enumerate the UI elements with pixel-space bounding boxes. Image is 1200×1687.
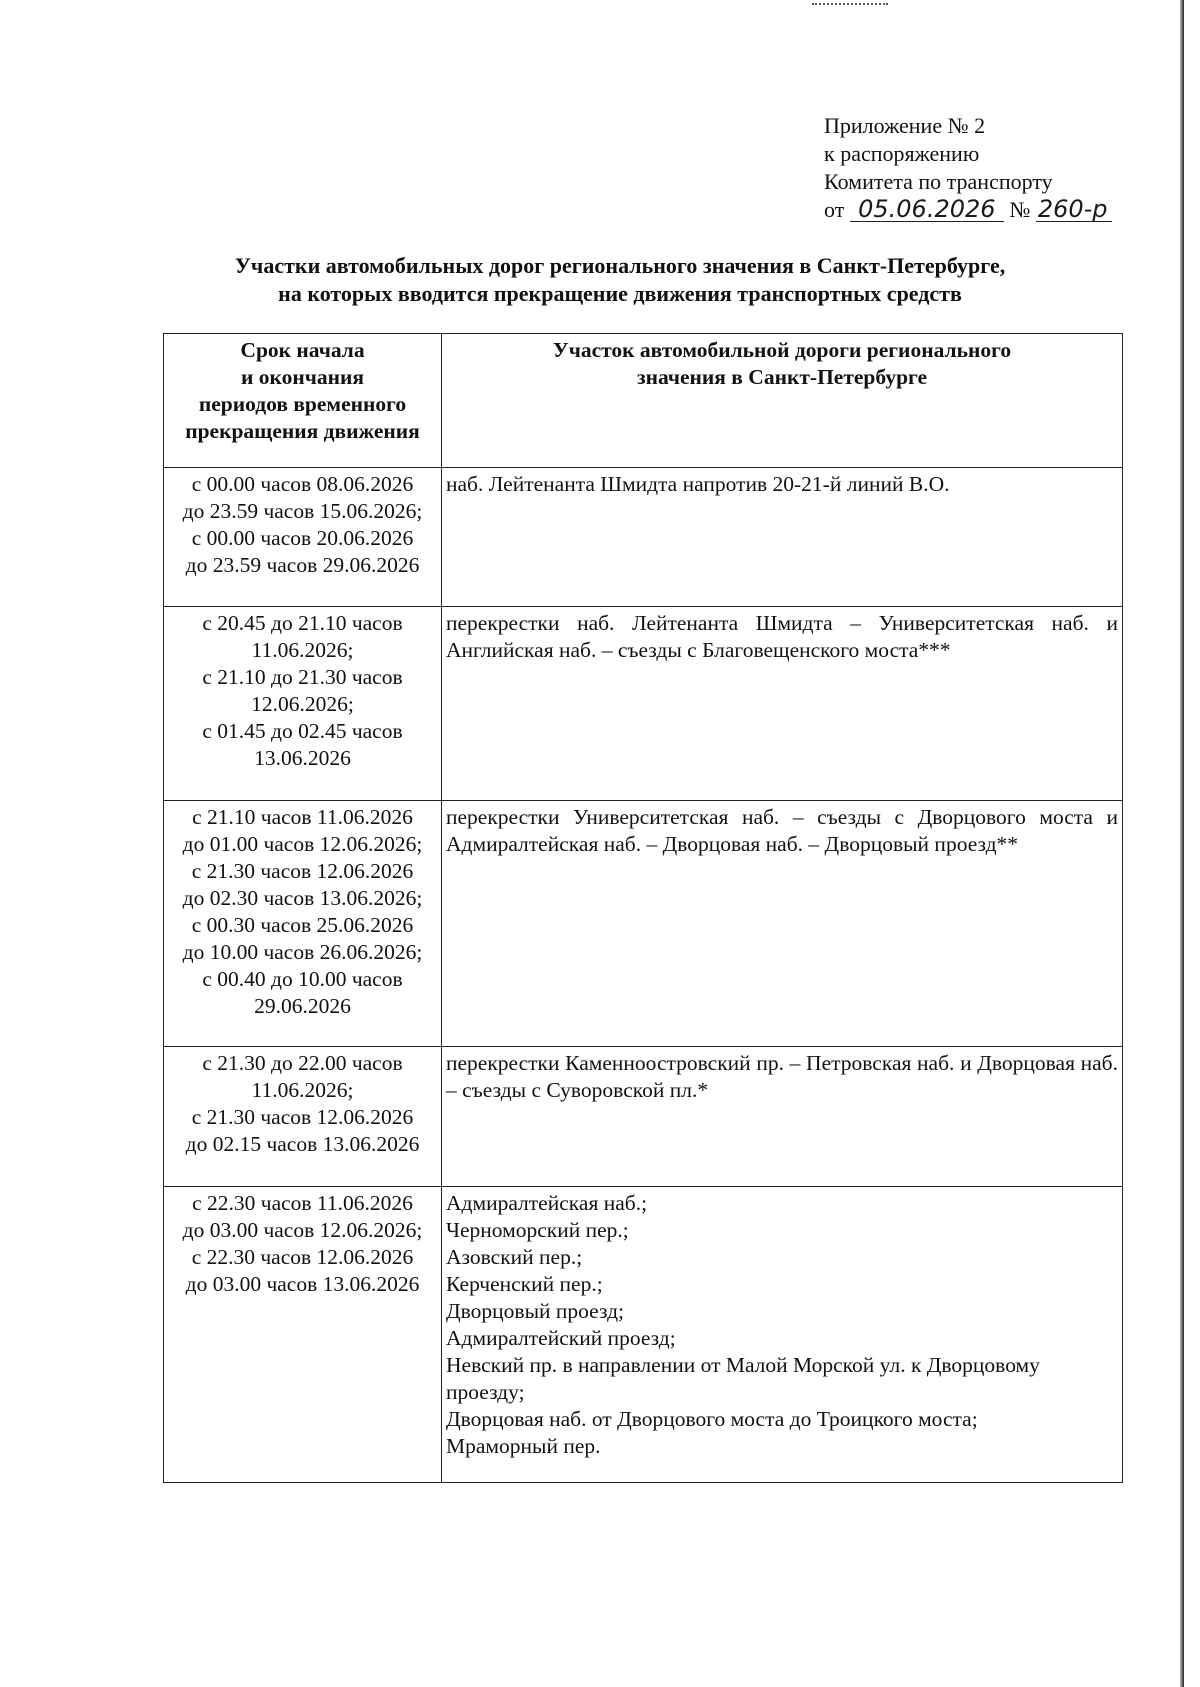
appendix-line-2: к распоряжению — [824, 141, 980, 166]
scan-artifact-top — [812, 0, 888, 5]
location-cell — [442, 607, 1123, 801]
location-line: Адмиралтейский проезд; — [446, 1326, 676, 1350]
appendix-line-1: Приложение № 2 — [824, 113, 986, 138]
location-line: Дворцовая наб. от Дворцового моста до Троицкого моста; — [446, 1407, 978, 1431]
location-line: Мраморный пер. — [446, 1434, 601, 1458]
location-line: Керченский пер.; — [446, 1272, 603, 1296]
date-prefix: от — [824, 197, 845, 222]
title-line-2: на которых вводится прекращение движения транспортных средств — [278, 281, 962, 306]
appendix-line-3: Комитета по транспорту — [824, 169, 1053, 194]
location-line: Черноморский пер.; — [446, 1218, 629, 1242]
document-title — [160, 252, 1080, 308]
road-closures-table — [163, 333, 1123, 1483]
table-row — [164, 1047, 1123, 1187]
location-cell — [442, 801, 1123, 1047]
handwritten-number: 260-р — [1036, 197, 1112, 222]
table-row — [164, 607, 1123, 801]
location-line: перекрестки Университетская наб. – съезды с Дворцового моста и Адмиралтейская наб. – Дворцовая наб. – Дворцовый проезд** — [446, 805, 1118, 856]
location-line: Азовский пер.; — [446, 1245, 583, 1269]
time-cell: с 22.30 часов 11.06.2026 до 03.00 часов 12.06.2026; с 22.30 часов 12.06.2026 до 03.00 часов 13.06.2026 — [164, 1187, 442, 1483]
location-line: перекрестки Каменноостровский пр. – Петровская наб. и Дворцовая наб. – съезды с Суворовской пл.* — [446, 1051, 1118, 1102]
time-cell: с 20.45 до 21.10 часов 11.06.2026; с 21.10 до 21.30 часов 12.06.2026; с 01.45 до 02.45 часов 13.06.2026 — [164, 607, 442, 801]
scan-edge-right — [1180, 0, 1184, 1687]
location-cell — [442, 468, 1123, 607]
appendix-date-line — [824, 196, 1112, 224]
location-line: Дворцовый проезд; — [446, 1299, 624, 1323]
location-cell — [442, 1187, 1123, 1483]
header-road-section: Участок автомобильной дороги регионального значения в Санкт-Петербурге — [442, 334, 1123, 468]
location-line: Невский пр. в направлении от Малой Морской ул. к Дворцовому проезду; — [446, 1353, 1040, 1404]
time-cell: с 00.00 часов 08.06.2026 до 23.59 часов 15.06.2026; с 00.00 часов 20.06.2026 до 23.59 часов 29.06.2026 — [164, 468, 442, 607]
handwritten-date: 05.06.2026 — [850, 197, 1004, 222]
location-cell — [442, 1047, 1123, 1187]
time-cell: с 21.30 до 22.00 часов 11.06.2026; с 21.30 часов 12.06.2026 до 02.15 часов 13.06.2026 — [164, 1047, 442, 1187]
title-line-1: Участки автомобильных дорог регионального значения в Санкт-Петербурге, — [234, 253, 1006, 278]
table-row — [164, 1187, 1123, 1483]
table-row — [164, 801, 1123, 1047]
number-prefix: № — [1009, 197, 1031, 222]
table-row — [164, 468, 1123, 607]
header-time-period: Срок начала и окончания периодов временного прекращения движения — [164, 334, 442, 468]
time-cell: с 21.10 часов 11.06.2026 до 01.00 часов 12.06.2026; с 21.30 часов 12.06.2026 до 02.30 часов 13.06.2026; с 00.30 часов 25.06.2026 до 10.00 часов 26.06.2026; с 00.40 до 10.00 часов 29.06.2026 — [164, 801, 442, 1047]
location-line: Адмиралтейская наб.; — [446, 1191, 648, 1215]
appendix-block — [824, 112, 1112, 224]
table-header-row — [164, 334, 1123, 468]
location-line: перекрестки наб. Лейтенанта Шмидта – Университетская наб. и Английская наб. – съезды с Благовещенского моста*** — [446, 611, 1118, 662]
location-line: наб. Лейтенанта Шмидта напротив 20-21-й линий В.О. — [446, 472, 950, 496]
